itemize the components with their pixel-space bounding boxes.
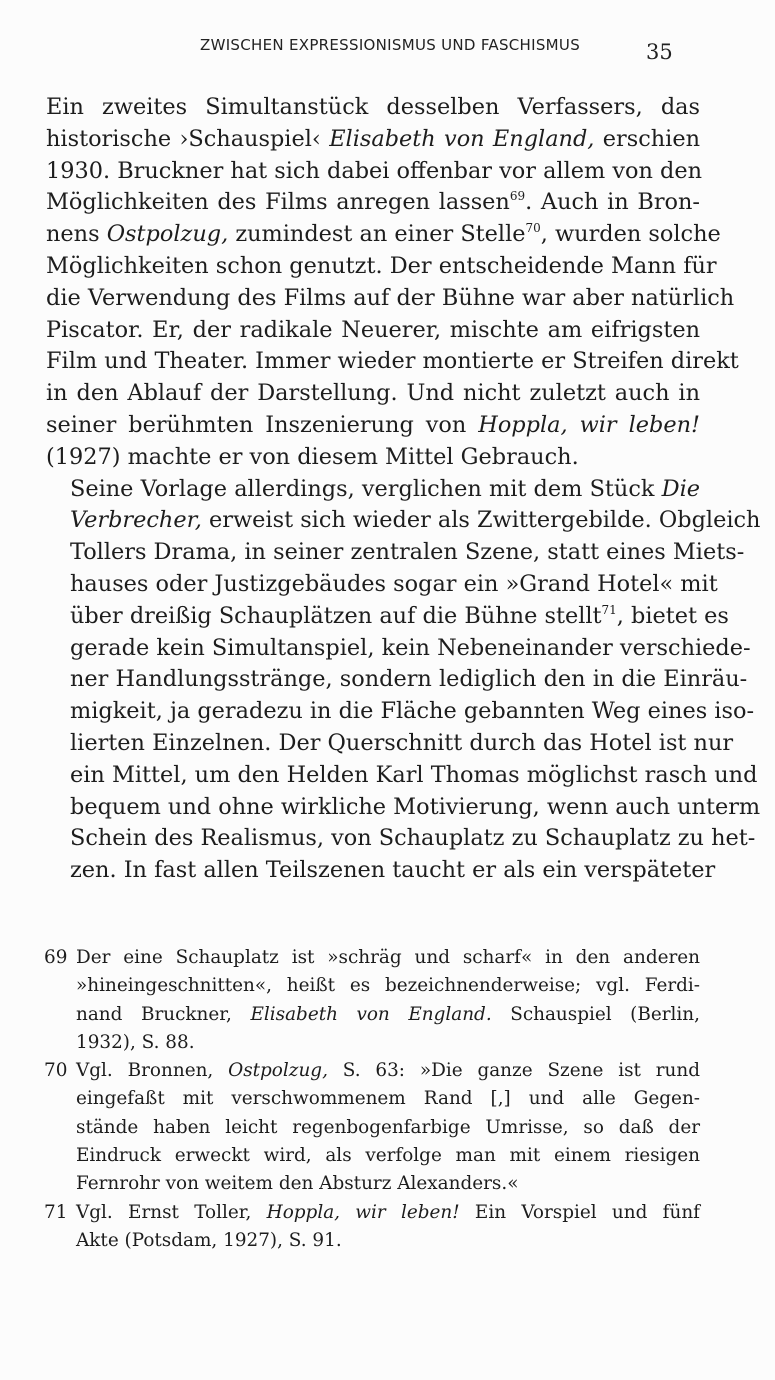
paragraph-1	[46, 92, 739, 474]
text-line: (1927) machte er von diesem Mittel Gebrauch.	[46, 443, 579, 470]
text-line: Vgl. Ernst Toller, Hoppla, wir leben! Ein Vorspiel und fünf	[76, 1201, 700, 1223]
page-number: 35	[646, 40, 673, 64]
text-line: Verbrecher, erweist sich wieder als Zwittergebilde. Obgleich	[70, 507, 761, 534]
text-line: die Verwendung des Films auf der Bühne war aber natürlich	[46, 284, 735, 311]
text-line: über dreißig Schauplätzen auf die Bühne stellt$^{71}$, bietet es	[70, 602, 729, 629]
text-line: Ein zweites Simultanstück desselben Verfassers, das	[46, 94, 700, 120]
text-line: hauses oder Justizgebäudes sogar ein »Grand Hotel« mit	[70, 570, 718, 597]
text-line: historische ›Schauspiel‹ Elisabeth von England, erschien	[46, 125, 701, 152]
running-head: ZWISCHEN EXPRESSIONISMUS UND FASCHISMUS	[200, 36, 581, 54]
text-line: migkeit, ja geradezu in die Fläche gebannten Weg eines iso-	[70, 698, 755, 725]
text-line: Möglichkeiten des Films anregen lassen$^{69}$. Auch in Bron-	[46, 189, 700, 216]
text-line: Film und Theater. Immer wieder montierte er Streifen direkt	[46, 348, 739, 375]
text-line: Seine Vorlage allerdings, verglichen mit dem Stück Die	[70, 475, 700, 502]
text-line: bequem und ohne wirkliche Motivierung, wenn auch unterm	[70, 793, 761, 820]
text-line: Schein des Realismus, von Schauplatz zu Schauplatz zu het-	[70, 825, 756, 852]
text-line: eingefaßt mit verschwommenem Rand [,] und alle Gegen-	[76, 1088, 700, 1110]
text-line: »hineingeschnitten«, heißt es bezeichnenderweise; vgl. Ferdi-	[76, 975, 700, 997]
text-line: ner Handlungsstränge, sondern lediglich den in die Einräu-	[70, 666, 748, 693]
footnote-70	[44, 1057, 700, 1198]
text-line: seiner berühmten Inszenierung von Hoppla, wir leben!	[46, 411, 700, 438]
footnote-ref: 70	[525, 221, 541, 236]
text-line: gerade kein Simultanspiel, kein Nebeneinander verschiede-	[70, 634, 751, 661]
main-text	[46, 92, 761, 887]
footnote-number: 70	[44, 1060, 68, 1082]
text-line: Piscator. Er, der radikale Neuerer, mischte am eifrigsten	[46, 316, 700, 343]
paragraph-2	[46, 474, 761, 887]
footnote-number: 71	[44, 1201, 68, 1223]
text-line: Fernrohr von weitem den Absturz Alexanders.«	[76, 1173, 519, 1195]
text-line: lierten Einzelnen. Der Querschnitt durch das Hotel ist nur	[70, 729, 734, 756]
text-line: 1930. Bruckner hat sich dabei offenbar vor allem von den	[46, 157, 703, 184]
text-line: Möglichkeiten schon genutzt. Der entscheidende Mann für	[46, 252, 717, 279]
footnote-text	[76, 1057, 700, 1198]
text-line: nens Ostpolzug, zumindest an einer Stelle$^{70}$, wurden solche	[46, 221, 721, 248]
footnote-69	[44, 944, 700, 1057]
text-line: zen. In fast allen Teilszenen taucht er als ein verspäteter	[70, 857, 716, 884]
footnote-number: 69	[44, 947, 68, 968]
footnote-71	[44, 1199, 700, 1256]
text-line: in den Ablauf der Darstellung. Und nicht zuletzt auch in	[46, 380, 700, 407]
text-line: nand Bruckner, Elisabeth von England. Schauspiel (Berlin,	[76, 1003, 700, 1025]
text-line: Vgl. Bronnen, Ostpolzug, S. 63: »Die ganze Szene ist rund	[76, 1060, 700, 1082]
text-line: Akte (Potsdam, 1927), S. 91.	[76, 1229, 342, 1251]
text-line: Der eine Schauplatz ist »schräg und scharf« in den anderen	[76, 947, 700, 968]
text-line: ein Mittel, um den Helden Karl Thomas möglichst rasch und	[70, 761, 758, 788]
italic-title: Die	[661, 475, 700, 502]
footnote-text	[76, 1199, 700, 1256]
italic-title: Hoppla, wir leben!	[266, 1201, 460, 1223]
text-line: stände haben leicht regenbogenfarbige Umrisse, so daß der	[76, 1116, 700, 1138]
italic-title: Elisabeth von England,	[329, 125, 595, 152]
italic-title: Ostpolzug,	[106, 221, 229, 248]
italic-title: Elisabeth von England.	[250, 1003, 492, 1025]
italic-title: Ostpolzug,	[228, 1060, 328, 1082]
footnote-ref: 71	[601, 602, 617, 617]
footnote-ref: 69	[509, 189, 526, 204]
italic-title: Hoppla, wir leben!	[478, 411, 700, 438]
footnote-text	[76, 944, 700, 1057]
text-line: 1932), S. 88.	[76, 1031, 195, 1053]
footnotes	[44, 944, 700, 1255]
text-line: Tollers Drama, in seiner zentralen Szene, statt eines Miets-	[70, 539, 745, 566]
italic-title: Verbrecher,	[70, 507, 202, 534]
text-line: Eindruck erweckt wird, als verfolge man mit einem riesigen	[76, 1145, 700, 1167]
